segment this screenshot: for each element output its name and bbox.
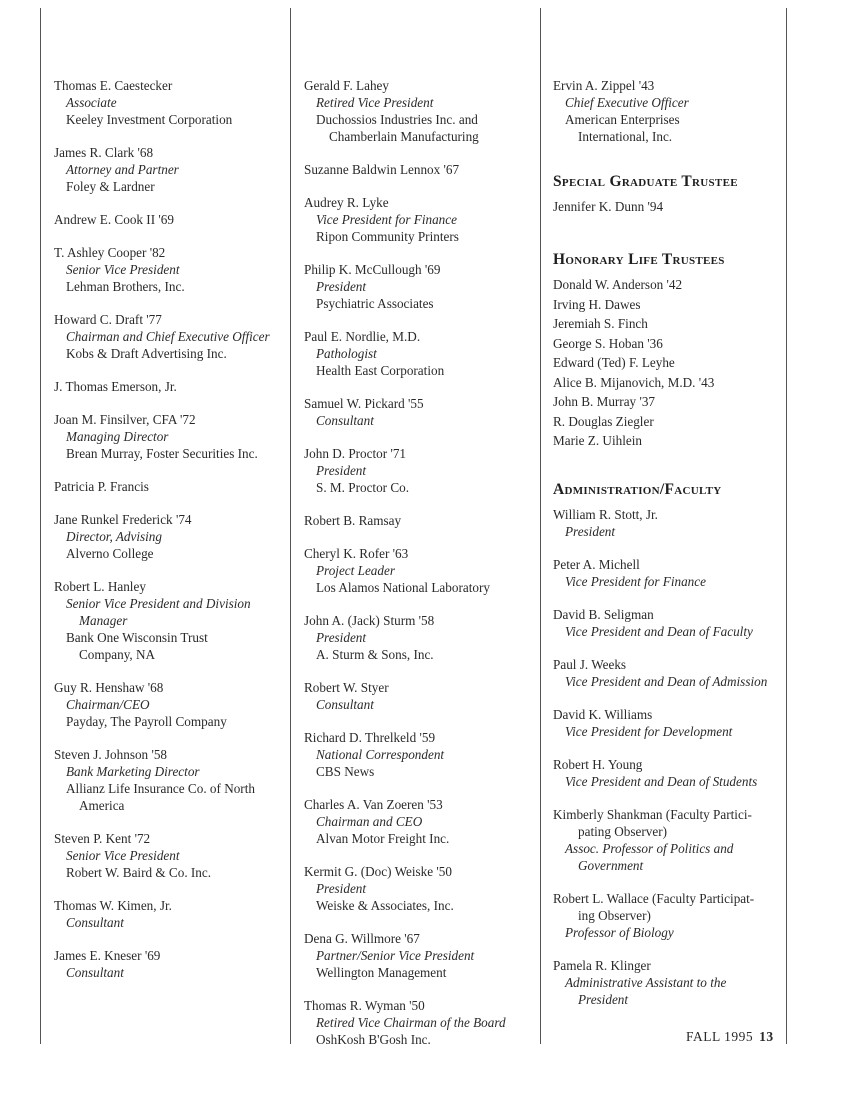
person-title: Attorney and Partner [66, 162, 179, 177]
person-title: President [578, 992, 629, 1007]
person-title: Vice President and Dean of Students [565, 774, 758, 789]
person-organization: A. Sturm & Sons, Inc. [316, 647, 434, 662]
person-title: Project Leader [316, 563, 395, 578]
person-name: J. Thomas Emerson, Jr. [54, 379, 177, 394]
person-title: Chairman/CEO [66, 697, 150, 712]
person-name: Suzanne Baldwin Lennox '67 [304, 162, 460, 177]
person-name: David K. Williams [553, 707, 653, 722]
trustees-column-1 [54, 77, 282, 997]
person-title: Associate [66, 95, 117, 110]
trustees-column-3 [553, 77, 781, 1024]
trustee-entry [54, 378, 282, 395]
trustee-entry [553, 890, 781, 941]
trustee-entry [304, 612, 532, 663]
person-title: Vice President and Dean of Faculty [565, 624, 753, 639]
trustee-entry [54, 144, 282, 195]
person-name: Robert W. Styer [304, 680, 389, 695]
person-name: James E. Kneser '69 [54, 948, 161, 963]
trustee-entry [304, 445, 532, 496]
person-name: Samuel W. Pickard '55 [304, 396, 424, 411]
person-organization: Brean Murray, Foster Securities Inc. [66, 446, 258, 461]
trustee-name: George S. Hoban '36 [553, 335, 663, 351]
person-title: Professor of Biology [565, 925, 674, 940]
person-name: John A. (Jack) Sturm '58 [304, 613, 435, 628]
person-name: Joan M. Finsilver, CFA '72 [54, 412, 196, 427]
trustee-entry [304, 796, 532, 847]
trustee-entry [553, 806, 781, 874]
person-name: John D. Proctor '71 [304, 446, 407, 461]
line-continuation: ing Observer) [578, 908, 651, 923]
person-organization: Foley & Lardner [66, 179, 155, 194]
person-organization: Bank One Wisconsin Trust [66, 630, 208, 645]
person-organization: Allianz Life Insurance Co. of North [66, 781, 255, 796]
column-rule-left [40, 8, 41, 1044]
trustee-name: Donald W. Anderson '42 [553, 277, 683, 292]
line-continuation: Chamberlain Manufacturing [329, 129, 479, 144]
person-name: Thomas W. Kimen, Jr. [54, 898, 172, 913]
honorary-life-heading: Honorary Life Trustees [553, 251, 725, 268]
line-continuation: America [79, 798, 125, 813]
column-rule-center-right [540, 8, 541, 1044]
person-title: Managing Director [66, 429, 169, 444]
person-title: Vice President for Development [565, 724, 733, 739]
person-name: Ervin A. Zippel '43 [553, 78, 655, 93]
trustee-entry [54, 830, 282, 881]
trustee-entry [304, 261, 532, 312]
person-organization: CBS News [316, 764, 375, 779]
trustee-entry [54, 478, 282, 495]
person-title: Consultant [66, 915, 124, 930]
trustee-name: Alice B. Mijanovich, M.D. '43 [553, 374, 715, 390]
trustee-entry [54, 578, 282, 663]
person-title: President [316, 881, 367, 896]
person-name: Robert H. Young [553, 757, 643, 772]
person-title: Senior Vice President and Division [66, 596, 251, 611]
person-name: Philip K. McCullough '69 [304, 262, 441, 277]
trustee-name: Marie Z. Uihlein [553, 433, 642, 448]
person-title: Chief Executive Officer [565, 95, 689, 110]
person-title: Chairman and Chief Executive Officer [66, 329, 270, 344]
person-title: Consultant [316, 697, 374, 712]
trustee-name: Jeremiah S. Finch [553, 316, 648, 331]
person-name: Kermit G. (Doc) Weiske '50 [304, 864, 452, 879]
person-name: Thomas R. Wyman '50 [304, 998, 425, 1013]
person-name: Andrew E. Cook II '69 [54, 212, 174, 227]
trustee-entry [304, 679, 532, 713]
trustee-entry [54, 897, 282, 931]
person-title: Vice President for Finance [565, 574, 706, 589]
person-title: Government [578, 858, 644, 873]
trustee-entry [553, 756, 781, 790]
person-organization: Health East Corporation [316, 363, 445, 378]
person-title: Pathologist [316, 346, 377, 361]
trustee-entry [304, 930, 532, 981]
person-name: Robert L. Wallace (Faculty Participat- [553, 891, 755, 906]
person-name: Paul E. Nordlie, M.D. [304, 329, 421, 344]
person-title: Retired Vice Chairman of the Board [316, 1015, 506, 1030]
special-graduate-section [553, 173, 781, 215]
line-continuation: Company, NA [79, 647, 156, 662]
trustee-entry [553, 506, 781, 540]
trustee-entry [553, 606, 781, 640]
trustee-name: R. Douglas Ziegler [553, 413, 654, 429]
person-organization: Ripon Community Printers [316, 229, 459, 244]
trustee-entry [54, 244, 282, 295]
person-name: Cheryl K. Rofer '63 [304, 546, 409, 561]
column-3-top-entries [553, 77, 781, 145]
person-title: Consultant [316, 413, 374, 428]
trustee-entry [553, 957, 781, 1008]
trustee-entry [54, 679, 282, 730]
special-graduate-heading: Special Graduate Trustee [553, 173, 738, 190]
line-continuation: pating Observer) [578, 824, 667, 839]
person-name: Robert L. Hanley [54, 579, 146, 594]
person-organization: American Enterprises [565, 112, 680, 127]
person-name: Howard C. Draft '77 [54, 312, 162, 327]
person-name: William R. Stott, Jr. [553, 507, 658, 522]
person-organization: Lehman Brothers, Inc. [66, 279, 185, 294]
person-name: Guy R. Henshaw '68 [54, 680, 164, 695]
person-name: Jane Runkel Frederick '74 [54, 512, 192, 527]
person-organization: Weiske & Associates, Inc. [316, 898, 454, 913]
person-name: Peter A. Michell [553, 557, 640, 572]
trustee-entry [304, 997, 532, 1048]
person-title: Partner/Senior Vice President [316, 948, 475, 963]
trustee-entry [304, 863, 532, 914]
person-title: Retired Vice President [316, 95, 434, 110]
person-title: Manager [79, 613, 128, 628]
person-name: Robert B. Ramsay [304, 513, 402, 528]
person-title: President [316, 279, 367, 294]
trustee-entry [54, 77, 282, 128]
person-name: Charles A. Van Zoeren '53 [304, 797, 443, 812]
person-title: Vice President for Finance [316, 212, 457, 227]
trustee-entry [553, 556, 781, 590]
person-title: Consultant [66, 965, 124, 980]
person-title: Senior Vice President [66, 848, 180, 863]
person-title: President [316, 630, 367, 645]
person-title: President [565, 524, 616, 539]
person-name: Gerald F. Lahey [304, 78, 389, 93]
administration-heading: Administration/Faculty [553, 481, 722, 498]
trustee-entry [54, 746, 282, 814]
trustee-entry [304, 161, 532, 178]
trustee-entry [304, 194, 532, 245]
trustee-entry [553, 656, 781, 690]
person-organization: Duchossios Industries Inc. and [316, 112, 478, 127]
trustee-name: Edward (Ted) F. Leyhe [553, 355, 675, 370]
trustee-entry [54, 311, 282, 362]
person-name: T. Ashley Cooper '82 [54, 245, 166, 260]
person-name: Kimberly Shankman (Faculty Partici- [553, 807, 752, 822]
trustee-entry [54, 947, 282, 981]
trustee-name: Jennifer K. Dunn '94 [553, 199, 664, 214]
person-organization: Wellington Management [316, 965, 447, 980]
honorary-life-list [553, 276, 781, 449]
person-title: Assoc. Professor of Politics and [565, 841, 734, 856]
column-rule-center-left [290, 8, 291, 1044]
person-name: Dena G. Willmore '67 [304, 931, 420, 946]
page-number: 13 [759, 1029, 774, 1044]
person-name: Steven J. Johnson '58 [54, 747, 168, 762]
trustee-entry [304, 729, 532, 780]
person-name: David B. Seligman [553, 607, 654, 622]
person-organization: S. M. Proctor Co. [316, 480, 410, 495]
issue-label: FALL 1995 [686, 1029, 754, 1044]
trustee-entry [54, 211, 282, 228]
person-title: Chairman and CEO [316, 814, 423, 829]
person-name: Audrey R. Lyke [304, 195, 389, 210]
person-title: Bank Marketing Director [66, 764, 200, 779]
trustee-entry [304, 512, 532, 529]
trustee-entry [304, 77, 532, 145]
person-title: National Correspondent [316, 747, 445, 762]
trustee-entry [54, 411, 282, 462]
person-title: Administrative Assistant to the [565, 975, 727, 990]
column-rule-right [786, 8, 787, 1044]
trustee-entry [304, 545, 532, 596]
person-organization: Robert W. Baird & Co. Inc. [66, 865, 212, 880]
person-name: Patricia P. Francis [54, 479, 149, 494]
trustee-entry [553, 706, 781, 740]
person-organization: Keeley Investment Corporation [66, 112, 233, 127]
person-name: Richard D. Threlkeld '59 [304, 730, 436, 745]
person-organization: OshKosh B'Gosh Inc. [316, 1032, 431, 1047]
person-title: Senior Vice President [66, 262, 180, 277]
person-title: President [316, 463, 367, 478]
person-organization: Psychiatric Associates [316, 296, 434, 311]
person-name: Steven P. Kent '72 [54, 831, 151, 846]
trustee-entry [304, 395, 532, 429]
trustee-entry [304, 328, 532, 379]
person-title: Vice President and Dean of Admission [565, 674, 768, 689]
trustee-entry [54, 511, 282, 562]
trustee-name: Irving H. Dawes [553, 296, 641, 312]
person-name: James R. Clark '68 [54, 145, 154, 160]
trustee-entry [553, 77, 781, 145]
person-name: Thomas E. Caestecker [54, 78, 173, 93]
honorary-life-section [553, 251, 781, 449]
person-name: Paul J. Weeks [553, 657, 627, 672]
trustees-column-2 [304, 77, 532, 1064]
special-graduate-list [553, 198, 781, 215]
page-footer [686, 1029, 774, 1045]
person-organization: Los Alamos National Laboratory [316, 580, 490, 595]
person-organization: Alverno College [66, 546, 154, 561]
trustee-name: John B. Murray '37 [553, 394, 656, 409]
person-title: Director, Advising [66, 529, 162, 544]
person-organization: Kobs & Draft Advertising Inc. [66, 346, 227, 361]
person-organization: Payday, The Payroll Company [66, 714, 227, 729]
person-name: Pamela R. Klinger [553, 958, 651, 973]
person-organization: Alvan Motor Freight Inc. [316, 831, 450, 846]
line-continuation: International, Inc. [578, 129, 673, 144]
administration-list [553, 506, 781, 1008]
administration-section [553, 481, 781, 1008]
